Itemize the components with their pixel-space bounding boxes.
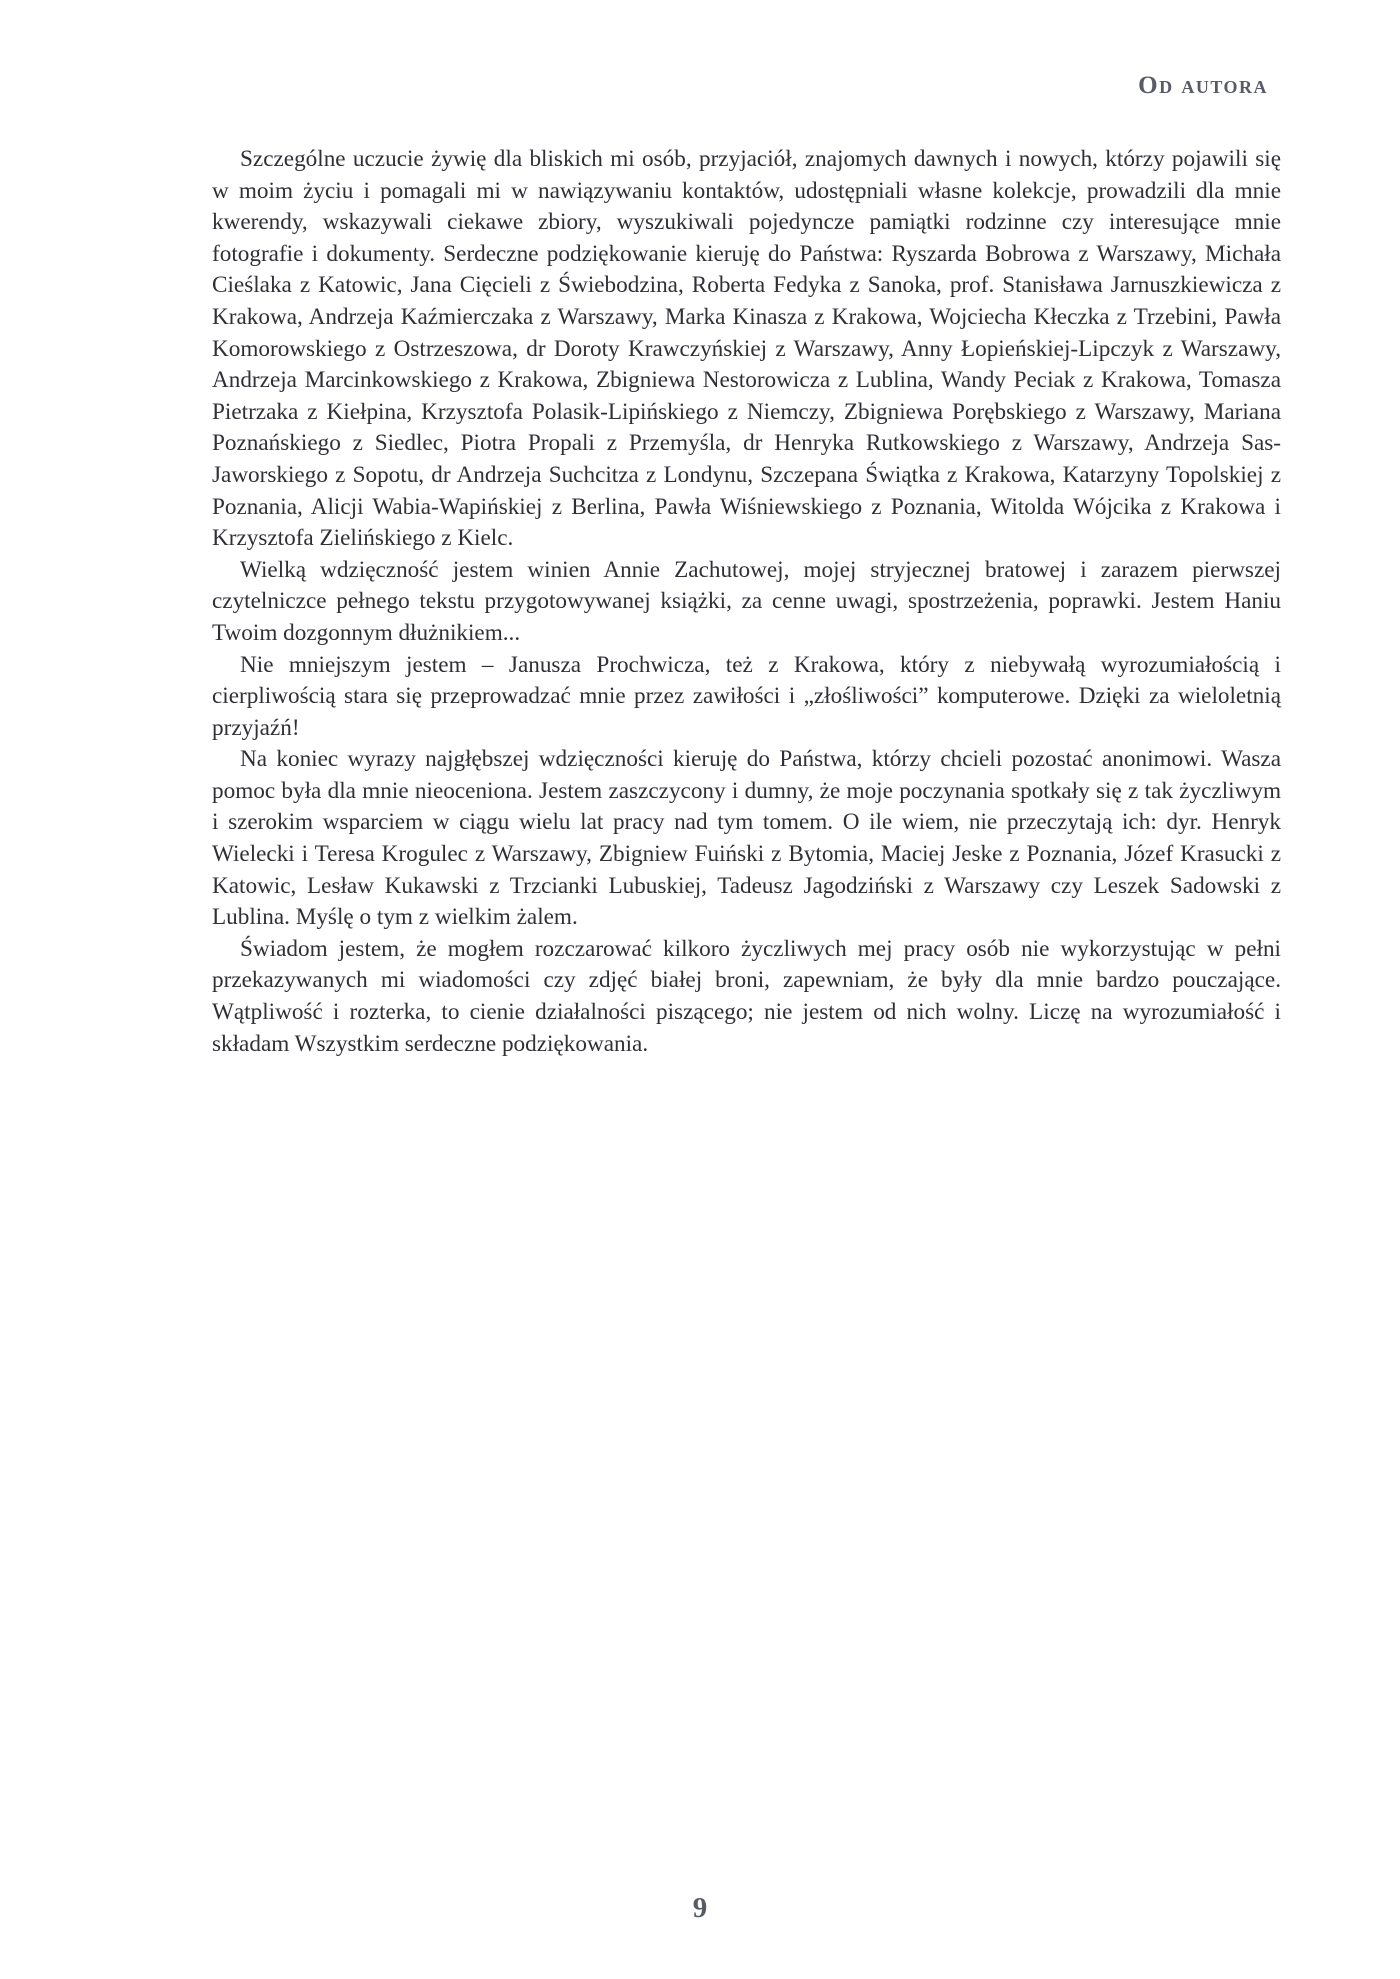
paragraph-closing-apology: Świadom jestem, że mogłem rozczarować kilkoro życzliwych mej pracy osób nie wykorzystując w pełni przekazywanych mi wiadomości czy zdjęć białej broni, zapewniam, że były dla mnie bardzo pouczające. Wątpliwość i rozterka, to cienie działalności piszącego; nie jestem od nich wolny. Liczę na wyrozumiałość i składam Wszystkim serdeczne podziękowania. [212, 935, 1281, 1057]
paragraph-thanks-anonymous: Na koniec wyrazy najgłębszej wdzięczności kieruję do Państwa, którzy chcieli pozostać anonimowi. Wasza pomoc była dla mnie nieoceniona. Jestem zaszczycony i dumny, że moje poczynania spotkały się z tak życzliwym i szerokim wsparciem w ciągu wielu lat pracy nad tym tomem. O ile wiem, nie przeczytają ich: dyr. Henryk Wielecki i Teresa Krogulec z Warszawy, Zbigniew Fuiński z Bytomia, Maciej Jeske z Poznania, Józef Krasucki z Katowic, Lesław Kukawski z Trzcianki Lubuskiej, Tadeusz Jagodziński z Warszawy czy Leszek Sadowski z Lublina. Myślę o tym z wielkim żalem. [212, 746, 1281, 931]
page-number: 9 [692, 1892, 708, 1924]
paragraph-thanks-computer-help: Nie mniejszym jestem – Janusza Prochwicza, też z Krakowa, który z niebywałą wyrozumiałością i cierpliwością stara się przeprowadzać mnie przez zawiłości i „złośliwości” komputerowe. Dzięki za wieloletnią przyjaźń! [212, 651, 1281, 741]
paragraph-acknowledgements-friends: Szczególne uczucie żywię dla bliskich mi osób, przyjaciół, znajomych dawnych i nowych, którzy pojawili się w moim życiu i pomagali mi w nawiązywaniu kontaktów, udostępniali własne kolekcje, prowadzili dla mnie kwerendy, wskazywali ciekawe zbiory, wyszukiwali pojedyncze pamiątki rodzinne czy interesujące mnie fotografie i dokumenty. Serdeczne podziękowanie kieruję do Państwa: Ryszarda Bobrowa z Warszawy, Michała Cieślaka z Katowic, Jana Cięcieli z Świebodzina, Roberta Fedyka z Sanoka, prof. Stanisława Jarnuszkiewicza z Krakowa, Andrzeja Kaźmierczaka z Warszawy, Marka Kinasza z Krakowa, Wojciecha Kłeczka z Trzebini, Pawła Komorowskiego z Ostrzeszowa, dr Doroty Krawczyńskiej z Warszawy, Anny Łopieńskiej-Lipczyk z Warszawy, Andrzeja Marcinkowskiego z Krakowa, Zbigniewa Nestorowicza z Lublina, Wandy Peciak z Krakowa, Tomasza Pietrzaka z Kiełpina, Krzysztofa Polasik-Lipińskiego z Niemczy, Zbigniewa Porębskiego z Warszawy, Mariana Poznańskiego z Siedlec, Piotra Propali z Przemyśla, dr Henryka Rutkowskiego z Warszawy, Andrzeja Sas-Jaworskiego z Sopotu, dr Andrzeja Suchcitza z Londynu, Szczepana Świątka z Krakowa, Katarzyny Topolskiej z Poznania, Alicji Wabia-Wapińskiej z Berlina, Pawła Wiśniewskiego z Poznania, Witolda Wójcika z Krakowa i Krzysztofa Zielińskiego z Kielc. [212, 146, 1281, 552]
running-header: Od autora [1138, 72, 1268, 99]
body-text [212, 144, 1281, 1060]
paragraph-thanks-first-reader: Wielką wdzięczność jestem winien Annie Zachutowej, mojej stryjecznej bratowej i zarazem pierwszej czytelniczce pełnego tekstu przygotowywanej książki, za cenne uwagi, spostrzeżenia, poprawki. Jestem Haniu Twoim dozgonnym dłużnikiem... [212, 556, 1281, 646]
